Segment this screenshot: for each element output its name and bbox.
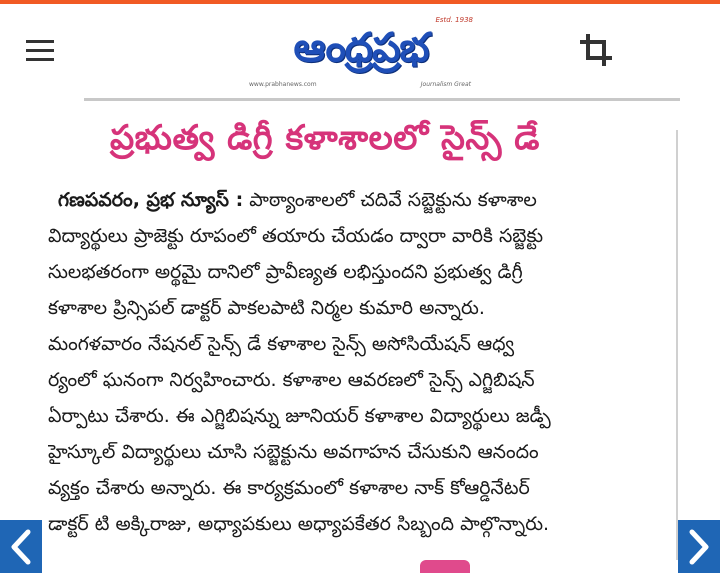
clipping-top-rule [84, 98, 680, 101]
hamburger-menu-icon[interactable] [26, 40, 56, 64]
andhra-prabha-logo[interactable] [245, 16, 477, 88]
article-line-6: ఏర్పాటు చేశారు. ఈ ఎగ్జిబిషన్ను జూనియర్ కళాశాల విద్యార్థులు జడ్పీ [48, 405, 551, 427]
article-line-5: ర్యంలో ఘనంగా నిర్వహించారు. కళాశాల ఆవరణలో సైన్స్ ఎగ్జిబిషన్ [48, 369, 535, 391]
article-line-9: డాక్టర్ టి అక్కిరాజు, అధ్యాపకులు అధ్యాపకేతర సిబ్బంది పాల్గొన్నారు. [48, 513, 550, 535]
article-line-7: హైస్కూల్ విద్యార్థులు చూసి సబ్జెక్టును అవగాహన చేసుకుని ఆనందం [48, 441, 539, 463]
next-page-button[interactable] [678, 520, 720, 573]
article-body [48, 182, 670, 542]
chevron-left-icon [0, 520, 42, 573]
chevron-right-icon [678, 520, 720, 573]
previous-page-button[interactable] [0, 520, 42, 573]
app-header [0, 0, 720, 92]
logo-estd: Estd. 1938 [435, 16, 473, 24]
article-line-8: వ్యక్తం చేశారు అన్నారు. ఈ కార్యక్రమంలో కళాశాల నాక్ కోఆర్డినేటర్ [48, 477, 530, 499]
article-line-4: మంగళవారం నేషనల్ సైన్స్ డే కళాశాల సైన్స్ అసోసియేషన్ ఆధ్వ [48, 333, 515, 355]
next-headline-fragment [420, 560, 470, 573]
article-line-1: విద్యార్థులు ప్రాజెక్టు రూపంలో తయారు చేయడం ద్వారా వారికి సబ్జెక్టు [48, 225, 544, 247]
logo-text: ఆంధ్రప్రభ [293, 24, 429, 71]
article-dateline: గణపవరం, ప్రభ న్యూస్ : [58, 189, 244, 211]
article-line-0 [48, 182, 670, 218]
article-line-3: కళాశాల ప్రిన్సిపల్ డాక్టర్ పాకలపాటి నిర్మల కుమారి అన్నారు. [48, 297, 485, 319]
article-headline: ప్రభుత్వ డిగ్రీ కళాశాలలో సైన్స్ డే [110, 118, 540, 158]
logo-url: www.prabhanews.com [249, 81, 317, 88]
article-line-0-text: పాఠ్యాంశాలలో చదివే సబ్జెక్టును కళాశాల [243, 189, 537, 211]
crop-icon[interactable] [578, 32, 614, 68]
article-line-2: సులభతరంగా అర్థమై దానిలో ప్రావీణ్యత లభిస్తుందని ప్రభుత్వ డిగ్రీ [48, 261, 523, 283]
logo-tagline: Journalism Great [420, 81, 471, 88]
clipping-right-rule [676, 130, 678, 560]
news-clipping [0, 92, 720, 573]
